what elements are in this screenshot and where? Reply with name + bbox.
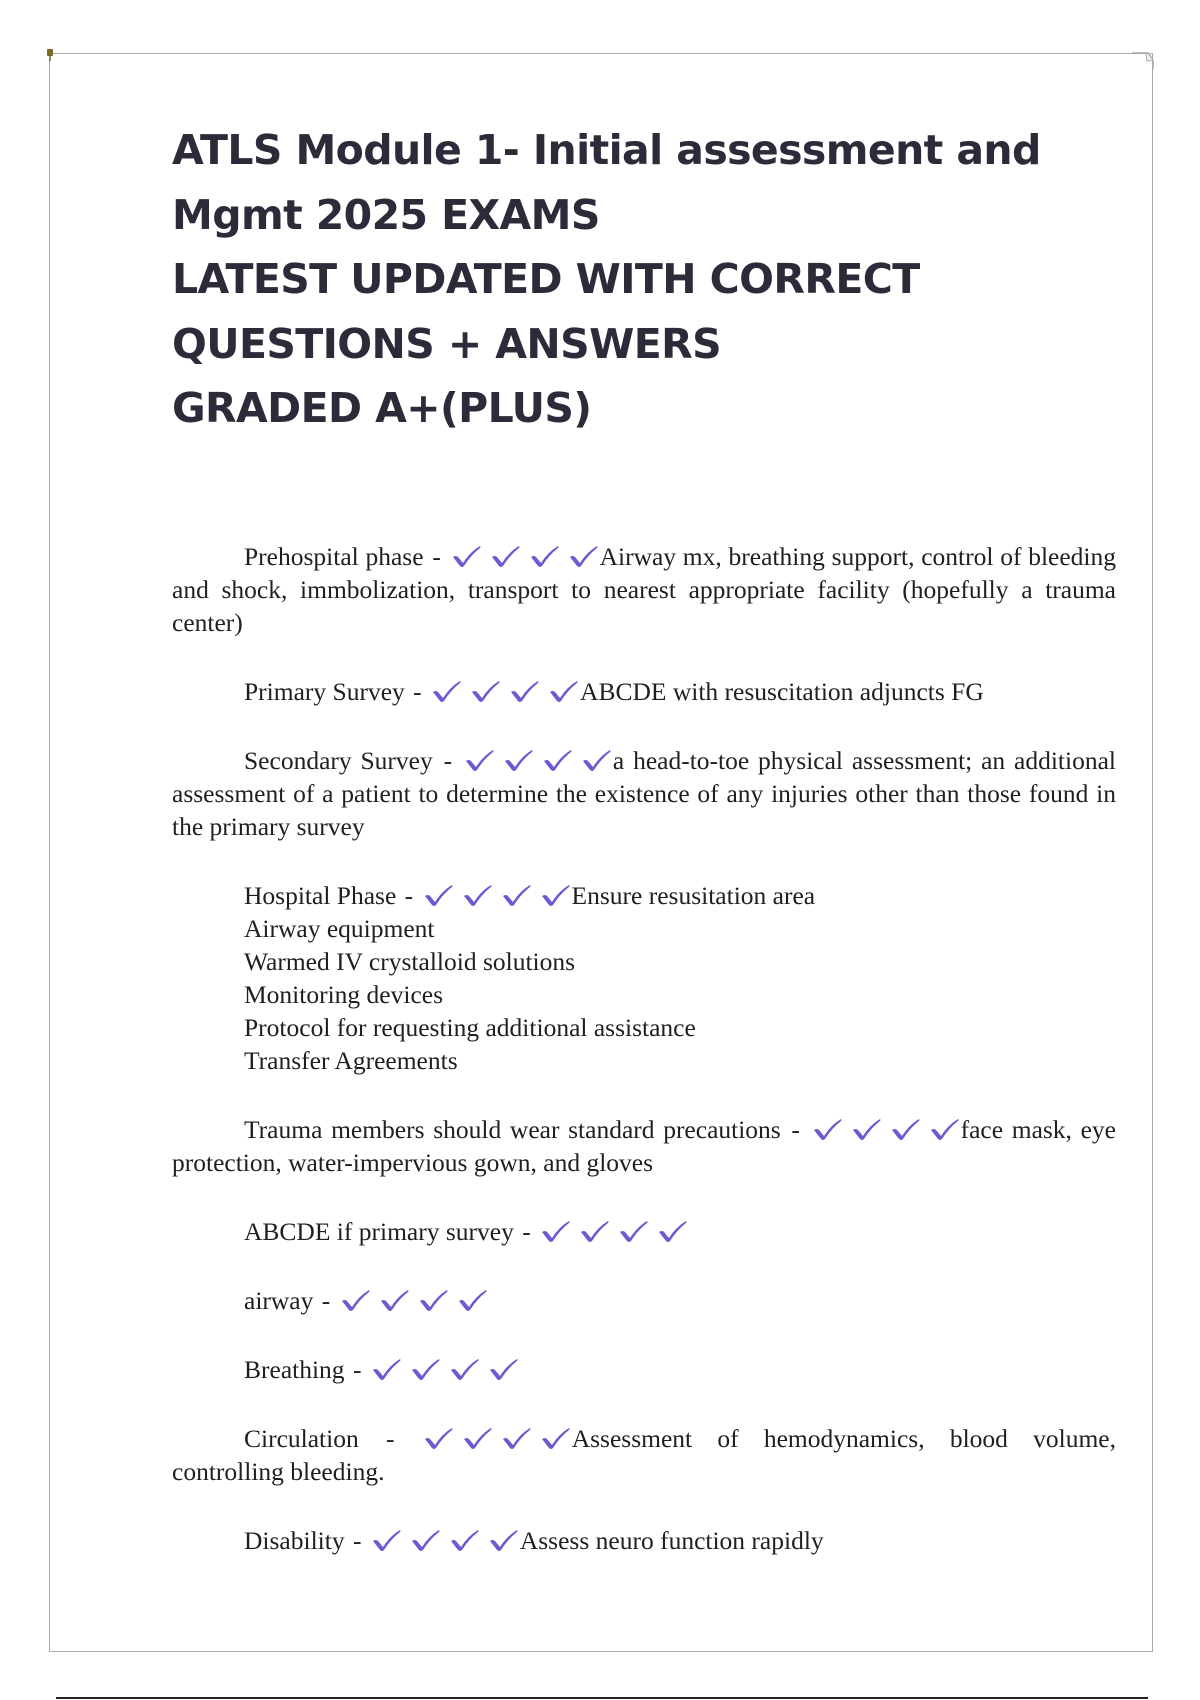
- document-title: [172, 118, 1072, 441]
- answer-text: ABCDE with resuscitation adjuncts FG: [580, 677, 984, 706]
- qa-entry: [172, 1284, 1116, 1317]
- checkmark-icon: [487, 1357, 520, 1381]
- question-term: airway: [244, 1286, 314, 1315]
- qa-entry: [172, 540, 1116, 639]
- checkmark-icon: [500, 883, 533, 907]
- checkmark-icon: [422, 883, 455, 907]
- title-line: QUESTIONS + ANSWERS: [172, 319, 722, 368]
- checkmark-icon: [502, 748, 535, 772]
- question-term: ABCDE if primary survey: [244, 1217, 514, 1246]
- term-separator: -: [346, 1355, 368, 1384]
- checkmark-icon: [409, 1357, 442, 1381]
- checkmark-icon: [811, 1117, 844, 1141]
- checkmark-icon: [422, 1426, 455, 1450]
- title-line: GRADED A+(PLUS): [172, 384, 592, 432]
- term-separator: -: [782, 1115, 809, 1144]
- checkmark-icon: [461, 1426, 494, 1450]
- check-marks: [539, 1219, 689, 1243]
- checkmark-icon: [547, 679, 580, 703]
- checkmark-icon: [489, 544, 522, 568]
- answer-text: Assessment of hemodynamics, blood volume, controlling bleeding.: [172, 1424, 1116, 1486]
- answer-text: a head-to-toe physical assessment; an additional assessment of a patient to determine the existence of any injuries other than those found in the primary survey: [172, 746, 1116, 841]
- checkmark-icon: [339, 1288, 372, 1312]
- check-marks: [422, 883, 572, 907]
- checkmark-icon: [370, 1528, 403, 1552]
- answer-subline: Transfer Agreements: [244, 1046, 458, 1075]
- check-marks: [450, 544, 600, 568]
- check-marks: [339, 1288, 489, 1312]
- question-term: Trauma members should wear standard precautions: [244, 1115, 781, 1144]
- answer-text: face mask, eye protection, water-impervious gown, and gloves: [172, 1115, 1117, 1177]
- term-separator: -: [360, 1424, 420, 1453]
- question-term: Hospital Phase: [244, 881, 397, 910]
- qa-entry: [172, 1353, 1116, 1386]
- question-term: Disability: [244, 1526, 345, 1555]
- answer-subline: Airway equipment: [244, 914, 435, 943]
- answer-subline: Monitoring devices: [244, 980, 444, 1009]
- question-term: Prehospital phase: [244, 542, 424, 571]
- term-separator: -: [346, 1526, 368, 1555]
- question-term: Primary Survey: [244, 677, 405, 706]
- checkmark-icon: [539, 1426, 572, 1450]
- checkmark-icon: [461, 883, 494, 907]
- checkmark-icon: [567, 544, 600, 568]
- check-marks: [370, 1528, 520, 1552]
- checkmark-icon: [409, 1528, 442, 1552]
- qa-entry: [172, 879, 1116, 1077]
- title-line: Mgmt 2025 EXAMS: [172, 190, 600, 239]
- checkmark-icon: [656, 1219, 689, 1243]
- checkmark-icon: [528, 544, 561, 568]
- checkmark-icon: [578, 1219, 611, 1243]
- checkmark-icon: [417, 1288, 450, 1312]
- term-separator: -: [434, 746, 461, 775]
- checkmark-icon: [430, 679, 463, 703]
- checkmark-icon: [928, 1117, 961, 1141]
- answer-subline: Warmed IV crystalloid solutions: [244, 947, 576, 976]
- term-separator: -: [315, 1286, 337, 1315]
- question-term: Secondary Survey: [244, 746, 433, 775]
- checkmark-icon: [500, 1426, 533, 1450]
- checkmark-icon: [448, 1357, 481, 1381]
- pin-icon: [44, 48, 56, 62]
- check-marks: [463, 748, 613, 772]
- qa-entry: [172, 1422, 1116, 1488]
- check-marks: [430, 679, 580, 703]
- checkmark-icon: [580, 748, 613, 772]
- page-corner-fold-icon: [1132, 52, 1154, 70]
- term-separator: -: [425, 542, 448, 571]
- qa-entry: [172, 1215, 1116, 1248]
- checkmark-icon: [370, 1357, 403, 1381]
- page-bottom-divider: [56, 1697, 1148, 1699]
- qa-entry: [172, 675, 1116, 708]
- check-marks: [811, 1117, 961, 1141]
- checkmark-icon: [541, 748, 574, 772]
- checkmark-icon: [617, 1219, 650, 1243]
- qa-entry: [172, 1113, 1116, 1179]
- answer-subline: Protocol for requesting additional assistance: [244, 1013, 696, 1042]
- answer-text: Ensure resusitation area: [571, 881, 816, 910]
- title-line: ATLS Module 1- Initial assessment and: [172, 126, 1041, 174]
- checkmark-icon: [539, 883, 572, 907]
- check-marks: [370, 1357, 520, 1381]
- term-separator: -: [398, 881, 420, 910]
- answer-text: Assess neuro function rapidly: [519, 1526, 824, 1555]
- answer-text: Airway mx, breathing support, control of bleeding and shock, immbolization, transport to nearest appropriate facility (hopefully a trauma center): [172, 542, 1116, 637]
- checkmark-icon: [463, 748, 496, 772]
- checkmark-icon: [539, 1219, 572, 1243]
- title-line: LATEST UPDATED WITH CORRECT: [172, 255, 920, 303]
- term-separator: -: [406, 677, 429, 706]
- checkmark-icon: [378, 1288, 411, 1312]
- checkmark-icon: [456, 1288, 489, 1312]
- question-term: Circulation: [244, 1424, 359, 1453]
- checkmark-icon: [450, 544, 483, 568]
- qa-list: [172, 540, 1116, 1593]
- check-marks: [422, 1426, 572, 1450]
- question-term: Breathing: [244, 1355, 345, 1384]
- checkmark-icon: [508, 679, 541, 703]
- checkmark-icon: [469, 679, 502, 703]
- checkmark-icon: [448, 1528, 481, 1552]
- checkmark-icon: [850, 1117, 883, 1141]
- checkmark-icon: [487, 1528, 520, 1552]
- checkmark-icon: [889, 1117, 922, 1141]
- qa-entry: [172, 744, 1116, 843]
- qa-entry: [172, 1524, 1116, 1557]
- term-separator: -: [515, 1217, 538, 1246]
